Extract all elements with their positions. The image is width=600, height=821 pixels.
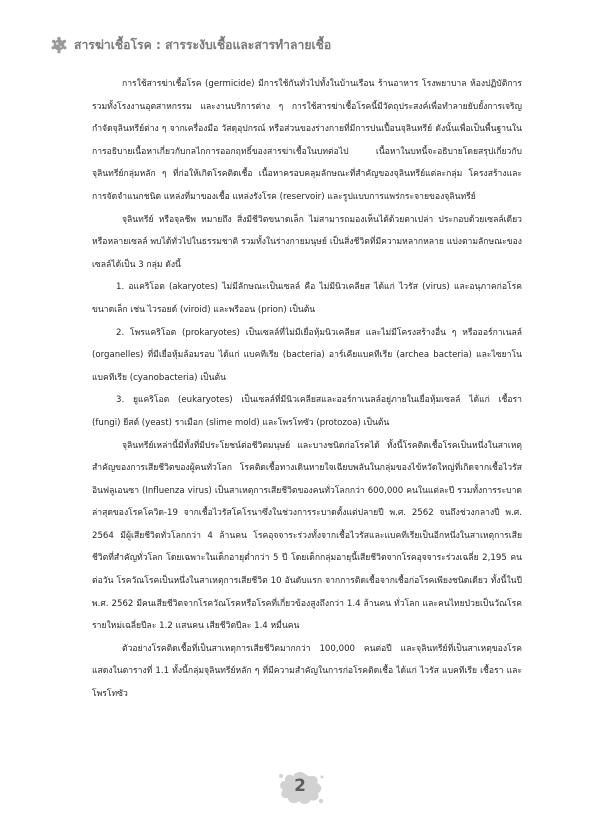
disease-paragraph: จุลินทรีย์เหล่านี้มีทั้งที่มีประโยชน์ต่อชีวิตมนุษย์ และบางชนิดก่อโรคได้ ทั้งนี้โรคติดเชื้อโรคเป็นหนึ่งในสาเหตุสำคัญของการเสียชีวิตของผู้คนทั่วโลก โรคติดเชื้อทางเดินหายใจเฉียบพลันในกลุ่มของไข้หวัดใหญ่ที่เกิดจากเชื้อไวรัสอินฟลูเอนซา (Influenza virus) เป็นสาเหตุการเสียชีวิตของคนทั่วโลกกว่า 600,000 คนในแต่ละปี รวมทั้งการระบาดล่าสุดของโรคโควิด-19 จากเชื้อไวรัสโคโรนาซึ่งในช่วงการระบาดตั้งแต่ปลายปี พ.ศ. 2562 จนถึงช่วงกลางปี พ.ศ. 2564 มีผู้เสียชีวิตทั่วโลกกว่า 4 ล้านคน โรคอุจจาระร่วงทั้งจากเชื้อไวรัสและแบคทีเรียเป็นอีกหนึ่งในสาเหตุการเสียชีวิตที่สำคัญทั่วโลก โดยเฉพาะในเด็กอายุต่ำกว่า 5 ปี โดยเด็กกลุ่มอายุนี้เสียชีวิตจากโรคอุจจาระร่วงเฉลี่ย 2,195 คนต่อวัน โรควัณโรคเป็นหนึ่งในสาเหตุการเสียชีวิต 10 อันดับแรก จากการติดเชื้อจากเชื้อก่อโรคเพียงชนิดเดียว ทั้งนี้ในปี พ.ศ. 2562 มีคนเสียชีวิตจากโรควัณโรคหรือโรคที่เกี่ยวข้องสูงถึงกว่า 1.4 ล้านคน ทั่วโลก และคนไทยป่วยเป็นวัณโรครายใหม่เฉลี่ยปีละ 1.2 แสนคน เสียชีวิตปีละ 1.4 หมื่นคน [92, 440, 522, 632]
intro-paragraph: การใช้สารฆ่าเชื้อโรค (germicide) มีการใช้กันทั่วไปทั้งในบ้านเรือน ร้านอาหาร โรงพยาบาล ห้องปฏิบัติการ รวมทั้งโรงงานอุตสาหกรรม และงานบริการต่าง ๆ การใช้สารฆ่าเชื้อโรคนี้มีวัตถุประสงค์เพื่อทำลายยับยั้งการเจริญ กำจัดจุลินทรีย์ต่าง ๆ จากเครื่องมือ วัสดุอุปกรณ์ หรือส่วนของร่างกายที่มีการปนเปื้อนจุลินทรีย์ ดังนั้นเพื่อเป็นพื้นฐานในการอธิบายเนื้อหาเกี่ยวกับกลไกการออกฤทธิ์ของสารฆ่าเชื้อในบทต่อไป เนื้อหาในบทนี้จะอธิบายโดยสรุปเกี่ยวกับจุลินทรีย์กลุ่มหลัก ๆ ที่ก่อให้เกิดโรคติดเชื้อ เนื้อหาครอบคลุมลักษณะที่สำคัญของจุลินทรีย์แต่ละกลุ่ม โครงสร้างและการจัดจำแนกชนิด แหล่งที่มาของเชื้อ แหล่งรังโรค (reservoir) และรูปแบบการแพร่กระจายของจุลินทรีย์ [92, 79, 522, 202]
definition-paragraph: จุลินทรีย์ หรือจุลชีพ หมายถึง สิ่งมีชีวิตขนาดเล็ก ไม่สามารถมองเห็นได้ด้วยตาเปล่า ประกอบด้วยเซลล์เดียว หรือหลายเซลล์ พบได้ทั่วไปในธรรมชาติ รวมทั้งในร่างกายมนุษย์ เป็นสิ่งชีวิตที่มีความหลากหลาย แบ่งตามลักษณะของเซลล์ได้เป็น 3 กลุ่ม ดังนี้ [92, 214, 522, 270]
list-item-prokaryotes: 2. โพรแคริโอต (prokaryotes) เป็นเซลล์ที่ไม่มีเยื่อหุ้มนิวเคลียส และไม่มีโครงสร้างอื่น ๆ หรือออร์กาเนลล์ (organelles) ที่มีเยื่อหุ้มล้อมรอบ ได้แก่ แบคทีเรีย (bacteria) อาร์เคียแบคทีเรีย (archea bacteria) และไซยาโนแบคทีเรีย (cyanobacteria) เป็นต้น [92, 327, 522, 383]
list-item-eukaryotes: 3. ยูแคริโอต (eukaryotes) เป็นเซลล์ที่มีนิวเคลียสและออร์กาเนลล์อยู่ภายในเยื่อหุ้มเซลล์ ได้แก่ เชื้อรา (fungi) ยีสต์ (yeast) ราเมือก (slime mold) และโพรโทซัว (protozoa) เป็นต้น [92, 395, 522, 428]
page-number: 2 [294, 776, 306, 796]
page-body [92, 73, 522, 706]
header-title: สารฆ่าเชื้อโรค : สารระงับเชื้อและสารทำลายเชื้อ [74, 37, 332, 52]
running-header [50, 33, 570, 57]
germ-icon [50, 36, 68, 54]
page-footer [272, 768, 328, 808]
table-reference-paragraph: ตัวอย่างโรคติดเชื้อที่เป็นสาเหตุการเสียชีวิตมากกว่า 100,000 คนต่อปี และจุลินทรีย์ที่เป็นสาเหตุของโรค แสดงในตารางที่ 1.1 ทั้งนี้กลุ่มจุลินทรีย์หลัก ๆ ที่มีความสำคัญในการก่อโรคติดเชื้อ ได้แก่ ไวรัส แบคทีเรีย เชื้อรา และโพรโทซัว [92, 643, 522, 700]
list-item-akaryotes: 1. อแคริโอต (akaryotes) ไม่มีลักษณะเป็นเซลล์ คือ ไม่มีนิวเคลียส ได้แก่ ไวรัส (virus) และอนุภาคก่อโรคขนาดเล็ก เช่น ไวรอยด์ (viroid) และพรีออน (prion) เป็นต้น [92, 282, 522, 315]
